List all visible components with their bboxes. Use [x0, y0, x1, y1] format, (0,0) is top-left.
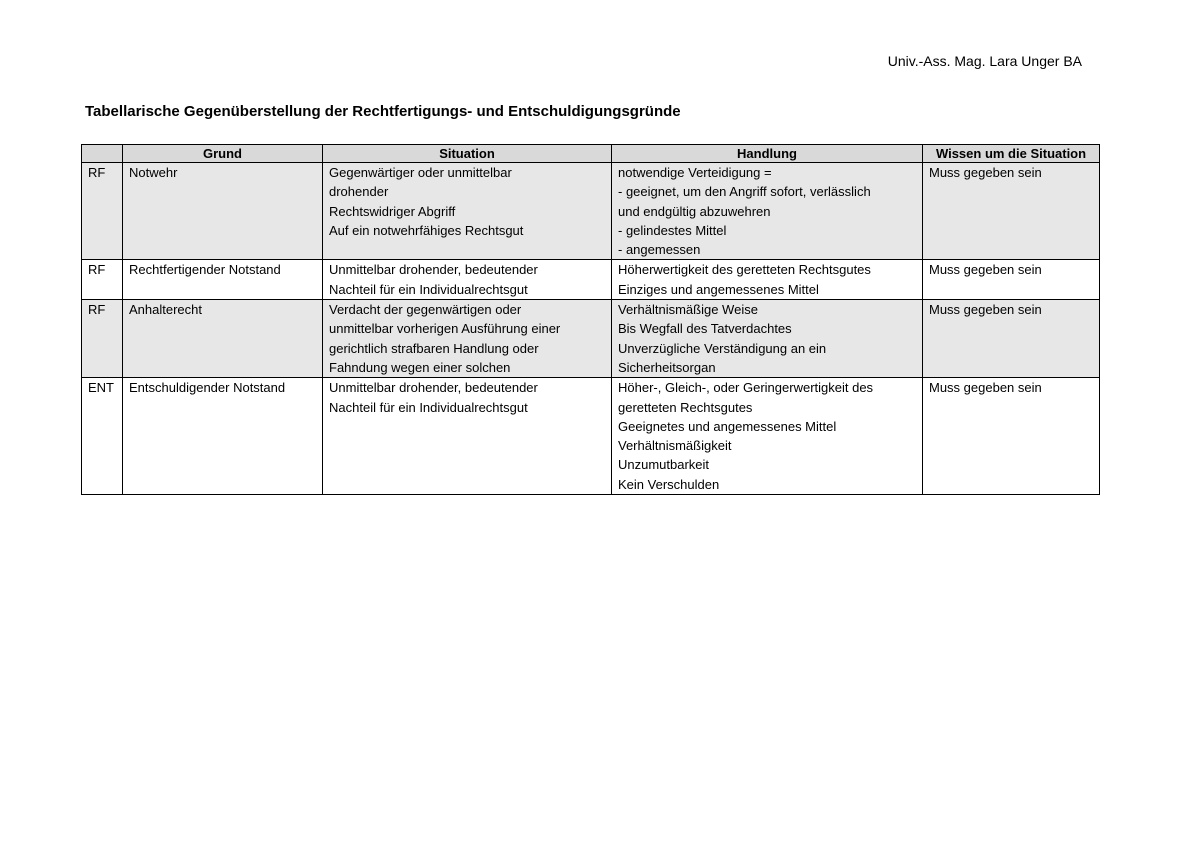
cell-grund — [123, 378, 323, 495]
cell-line: Auf ein notwehrfähiges Rechtsgut — [329, 222, 524, 238]
cell-line: unmittelbar vorherigen Ausführung einer — [329, 321, 561, 337]
header-handlung: Handlung — [612, 145, 923, 163]
cell-line: Geeignetes und angemessenes Mittel — [618, 418, 837, 434]
cell-line: drohender — [329, 184, 389, 200]
cell-situation — [323, 163, 612, 260]
author-line: Univ.-Ass. Mag. Lara Unger BA — [887, 53, 1082, 69]
cell-line: geretteten Rechtsgutes — [618, 399, 753, 415]
cell-type: RF — [82, 300, 123, 378]
table-row — [82, 260, 1100, 300]
cell-wissen — [923, 378, 1100, 495]
table-row — [82, 163, 1100, 260]
cell-type: ENT — [82, 378, 123, 495]
header-row — [82, 145, 1100, 163]
cell-line: Kein Verschulden — [618, 476, 720, 492]
cell-line: Nachteil für ein Individualrechtsgut — [329, 399, 528, 415]
cell-line: Einziges und angemessenes Mittel — [618, 281, 819, 297]
cell-line: Rechtswidriger Abgriff — [329, 203, 456, 219]
cell-line: Unmittelbar drohender, bedeutender — [329, 262, 538, 278]
cell-line: - geeignet, um den Angriff sofort, verlässlich — [618, 184, 871, 200]
cell-line: Verhältnismäßige Weise — [618, 302, 758, 318]
document-title: Tabellarische Gegenüberstellung der Rechtfertigungs- und Entschuldigungsgründe — [85, 103, 681, 120]
table-row — [82, 378, 1100, 495]
table-header — [82, 145, 1100, 163]
cell-line: Gegenwärtiger oder unmittelbar — [329, 165, 512, 180]
header-situation: Situation — [323, 145, 612, 163]
header-wissen: Wissen um die Situation — [923, 145, 1100, 163]
cell-line: und endgültig abzuwehren — [618, 203, 771, 219]
cell-handlung — [612, 260, 923, 300]
cell-line: - angemessen — [618, 242, 701, 258]
cell-line: Höherwertigkeit des geretteten Rechtsgutes — [618, 262, 871, 278]
cell-grund — [123, 260, 323, 300]
cell-line: Unmittelbar drohender, bedeutender — [329, 380, 538, 396]
cell-line: Unzumutbarkeit — [618, 457, 710, 473]
cell-line: Unverzügliche Verständigung an ein — [618, 340, 827, 356]
cell-line: Muss gegeben sein — [929, 302, 1042, 318]
cell-line: gerichtlich strafbaren Handlung oder — [329, 340, 539, 356]
cell-type: RF — [82, 260, 123, 300]
cell-handlung — [612, 300, 923, 378]
cell-line: Entschuldigender Notstand — [129, 380, 286, 396]
cell-handlung — [612, 163, 923, 260]
cell-line: Anhalterecht — [129, 302, 202, 318]
cell-line: Verhältnismäßigkeit — [618, 438, 732, 454]
cell-situation — [323, 300, 612, 378]
cell-line: - gelindestes Mittel — [618, 222, 727, 238]
cell-line: Muss gegeben sein — [929, 380, 1042, 396]
cell-grund — [123, 300, 323, 378]
cell-line: Bis Wegfall des Tatverdachtes — [618, 321, 792, 337]
cell-line: Nachteil für ein Individualrechtsgut — [329, 281, 528, 297]
cell-type: RF — [82, 163, 123, 260]
header-grund: Grund — [123, 145, 323, 163]
cell-wissen — [923, 260, 1100, 300]
cell-line: Sicherheitsorgan — [618, 359, 716, 375]
cell-situation — [323, 378, 612, 495]
comparison-table — [81, 144, 1100, 495]
cell-handlung — [612, 378, 923, 495]
cell-line: Höher-, Gleich-, oder Geringerwertigkeit des — [618, 380, 874, 396]
table-body — [82, 163, 1100, 495]
cell-line: Verdacht der gegenwärtigen oder — [329, 302, 522, 318]
cell-line: Muss gegeben sein — [929, 262, 1042, 278]
cell-grund — [123, 163, 323, 260]
table-row — [82, 300, 1100, 378]
cell-line: Rechtfertigender Notstand — [129, 262, 281, 278]
header-type — [82, 145, 123, 163]
cell-line: Notwehr — [129, 165, 178, 180]
cell-wissen — [923, 300, 1100, 378]
cell-line: Muss gegeben sein — [929, 165, 1042, 180]
cell-line: Fahndung wegen einer solchen — [329, 359, 511, 375]
cell-situation — [323, 260, 612, 300]
cell-wissen — [923, 163, 1100, 260]
cell-line: notwendige Verteidigung = — [618, 165, 772, 180]
